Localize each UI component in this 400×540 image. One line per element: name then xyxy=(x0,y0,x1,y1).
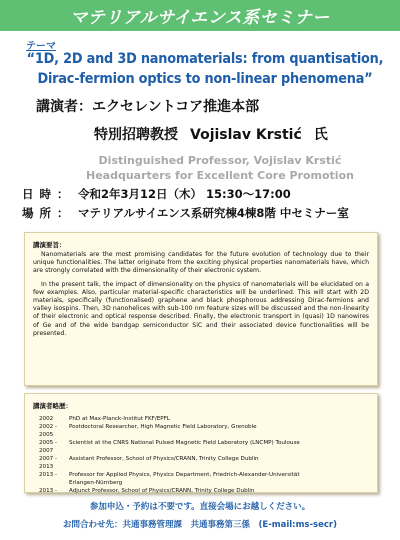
biography-row xyxy=(33,487,369,495)
biography-year: 2005 - 2007 xyxy=(39,440,58,454)
biography-description: Assistant Professor, School of Physics/CRANN, Trinity College Dublin xyxy=(69,456,259,462)
biography-description: PhD at Max-Planck-Institut FKF/EPFL xyxy=(69,416,171,422)
place-value: マテリアルサイエンス系研究棟4棟8階 中セミナー室 xyxy=(78,206,349,220)
biography-description: Professor for Applied Physics, Physics Department, Friedrich-Alexander-Universität xyxy=(69,472,300,478)
speaker-name: Vojislav Krstić xyxy=(190,127,302,143)
talk-title-line-1: “1D, 2D and 3D nanomaterials: from quantisation, xyxy=(26,51,384,67)
abstract-paragraph: Nanomaterials are the most promising candidates for the future evolution of technology due to their unique functionalities. The latter originate from the exciting physical properties nanomaterials have, which are strongly correlated with the dimensionality of their electronic system. xyxy=(33,251,369,275)
registration-note: 参加申込・予約は不要です。直接会場にお越しください。 xyxy=(89,502,311,512)
biography-year xyxy=(33,479,69,487)
speaker-honorific: 氏 xyxy=(313,127,328,143)
talk-title-line-2: Dirac-fermion optics to non-linear phenomena” xyxy=(37,71,373,87)
theme-label: テーマ xyxy=(26,41,56,52)
abstract-heading: 講演要旨： xyxy=(33,241,66,249)
biography-list xyxy=(33,415,369,495)
date-row xyxy=(22,186,291,202)
seminar-banner xyxy=(0,0,400,31)
english-title-line-1: Distinguished Professor, Vojislav Krstić xyxy=(98,154,342,167)
biography-row xyxy=(33,471,369,479)
biography-year: 2007 - 2013 xyxy=(39,456,58,470)
speaker-affiliation: 講演者：エクセレントコア推進本部 xyxy=(36,99,260,115)
biography-year: 2002 - 2005 xyxy=(39,424,58,438)
biography-description: Scientist at the CNRS National Pulsed Magnetic Field Laboratory (LNCMP) Toulouse xyxy=(69,440,300,446)
biography-year: 2013 - xyxy=(39,488,58,494)
biography-heading: 講演者略歴： xyxy=(33,402,72,410)
english-title-line-2: Headquarters for Excellent Core Promotion xyxy=(86,169,354,182)
date-value: 令和2年3月12日（木） 15:30～17:00 xyxy=(78,187,291,201)
biography-row xyxy=(33,479,369,487)
abstract-box xyxy=(24,232,378,386)
biography-description: Erlangen-Nürnberg xyxy=(69,480,123,486)
biography-row xyxy=(33,455,369,471)
biography-year: 2013 - xyxy=(39,472,58,478)
biography-row xyxy=(33,439,369,455)
place-label: 場所： xyxy=(22,206,75,220)
date-label: 日時： xyxy=(22,187,75,201)
place-row xyxy=(22,205,349,221)
abstract-paragraph: In the present talk, the impact of dimensionality on the physics of nanomaterials will be elucidated on a few examples. Also, particular material-specific characteristics will be underlined. This will start with 2D materials, specifically (functionalised) graphene and black phosphorous addressing Dirac-fermions and valley isospins. Then, 3D nanohelices with sub-100 nm feature sizes will be discussed and the non-linearity of their electronic and optical response described. Finally, the electronic transport in (quasi) 1D nanowires of Ge and of the wide bandgap semiconductor SiC and their associated device functionalities will be presented. xyxy=(33,280,369,337)
biography-description: Postdoctoral Researcher, High Magnetic Field Laboratory, Grenoble xyxy=(69,424,257,430)
biography-row xyxy=(33,415,369,423)
talk-title xyxy=(20,49,390,89)
biography-year: 2002 xyxy=(39,416,54,422)
contact-info: お問合わせ先：共通事務管理課 共通事務第三係 (E-mail:ms-secr) xyxy=(63,520,337,530)
banner-title: マテリアルサイエンス系セミナー xyxy=(70,8,330,28)
speaker-position: 特別招聘教授 xyxy=(94,127,178,143)
biography-row xyxy=(33,423,369,439)
speaker-name-line xyxy=(94,124,328,144)
biography-box xyxy=(24,393,378,493)
biography-description: Adjunct Professor, School of Physics/CRANN, Trinity College Dublin xyxy=(69,488,255,494)
